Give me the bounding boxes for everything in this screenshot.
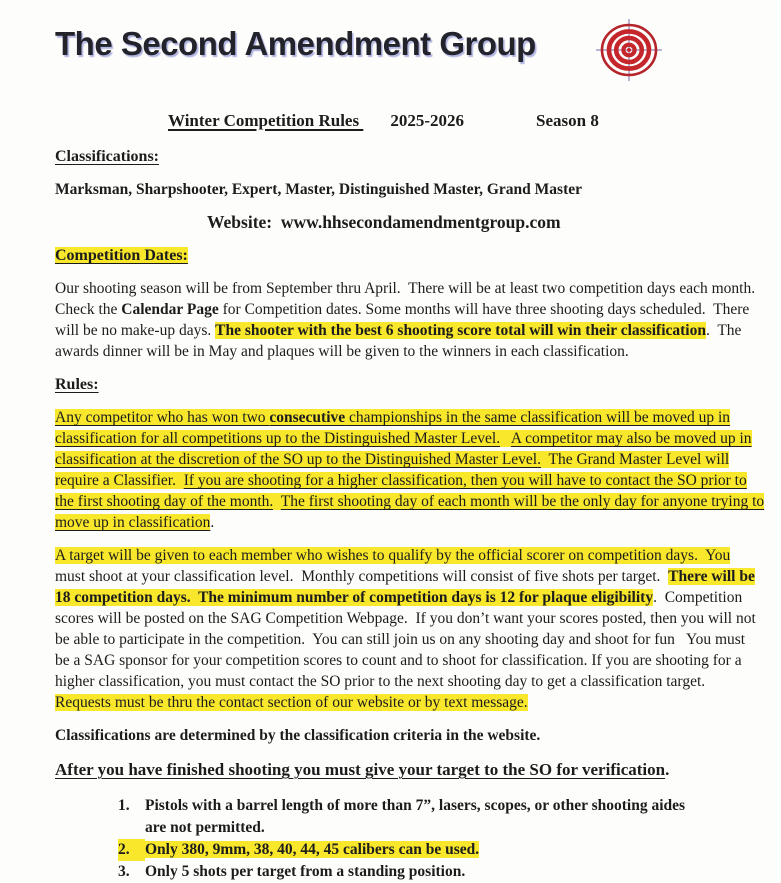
- text-segment: Pistols with a barrel length of more than 7”, lasers, scopes, or other shooting aides: [145, 797, 686, 814]
- text-segment: require a Classifier.: [55, 472, 184, 489]
- classification-criteria-line: [55, 725, 747, 746]
- text-segment: Only 5 shots per target from a standing position.: [145, 863, 466, 880]
- text-segment: classification at the discretion of the SO up to the Distinguished Master Level.: [55, 451, 541, 468]
- promotion-rules-paragraph: [55, 407, 765, 533]
- text-line: [55, 374, 747, 396]
- subheader-competition-rules: Winter Competition Rules: [168, 111, 364, 130]
- classifications-heading: [55, 146, 747, 168]
- verification-heading: [55, 758, 747, 781]
- list-item-text: [145, 861, 465, 883]
- text-line: [55, 470, 747, 491]
- text-line: [55, 245, 747, 267]
- text-line: [55, 566, 755, 587]
- text-line: [55, 629, 747, 650]
- text-line: [55, 758, 747, 781]
- text-line: [55, 671, 747, 692]
- text-segment: The shooter with the best 6 shooting score total will win their classification: [215, 322, 706, 339]
- text-line: [55, 212, 747, 233]
- rules-heading: [55, 374, 747, 396]
- text-segment: be able to participate in the competition. You can still join us on any shooting day and shoot for fun You must: [55, 631, 746, 648]
- list-number: 2.: [118, 839, 145, 861]
- text-segment: Requests must be thru the contact section of our website or by text message.: [55, 694, 528, 711]
- text-line: [55, 725, 747, 746]
- text-line: [145, 795, 685, 817]
- text-segment: A competitor may also be moved up in: [510, 430, 752, 447]
- text-line: [55, 428, 752, 449]
- text-line: [55, 320, 747, 341]
- text-segment: There will be: [668, 568, 755, 585]
- text-segment: Classifications are determined by the classification criteria in the website.: [55, 727, 541, 744]
- text-segment: Competition Dates:: [55, 247, 188, 264]
- text-segment: Any competitor who has won two: [55, 409, 270, 426]
- text-segment: Marksman, Sharpshooter, Expert, Master, Distinguished Master, Grand Master: [55, 181, 582, 198]
- text-segment: be a SAG sponsor for your competition scores to count and to shoot for classification. If you are shooting for a: [55, 652, 742, 669]
- text-line: [55, 650, 747, 671]
- text-segment: classification for all competitions up to the Distinguished Master Level.: [55, 430, 501, 447]
- text-line: [55, 278, 756, 299]
- text-segment: awards dinner will be in May and plaques will be given to the winners in each classification.: [55, 343, 629, 360]
- competition-format-paragraph: [55, 545, 756, 713]
- text-segment: are not permitted.: [145, 819, 265, 836]
- text-segment: championships in the same classification will be moved up in: [345, 409, 730, 426]
- text-segment: consecutive: [269, 409, 346, 426]
- text-segment: If you are shooting for a higher classification, then you will have to contact the SO prior to: [183, 472, 747, 489]
- text-segment: the first shooting day of the month.: [55, 493, 274, 510]
- text-segment: will be no make-up days.: [55, 322, 216, 339]
- text-segment: Check the: [55, 301, 122, 318]
- subheader-years: 2025-2026: [390, 111, 465, 130]
- subheader-season: Season 8: [536, 111, 599, 130]
- text-segment: must shoot at your classification level. Monthly competitions will consist of five shots per target.: [55, 568, 669, 585]
- website-line: [55, 212, 747, 233]
- text-line: [55, 146, 747, 168]
- page-title: The Second Amendment Group: [55, 25, 536, 62]
- text-line: [55, 449, 747, 470]
- text-segment: Calendar Page: [121, 301, 219, 318]
- list-number: 3.: [118, 863, 130, 880]
- text-segment: . Competition: [653, 589, 743, 606]
- equipment-rules-list: [118, 795, 747, 883]
- text-segment: [500, 430, 511, 447]
- text-line: [55, 587, 747, 608]
- text-segment: 18 competition days. The minimum number of competition days is 12 for plaque eligibility: [55, 589, 654, 606]
- text-segment: [273, 493, 280, 510]
- text-segment: Rules:: [55, 376, 99, 393]
- subheader: [55, 111, 747, 131]
- text-line: [55, 608, 756, 629]
- text-line: [145, 839, 479, 861]
- text-segment: .: [210, 514, 215, 531]
- text-line: [55, 179, 747, 200]
- text-segment: The first shooting day of each month will be the only day for anyone trying to: [280, 493, 765, 510]
- text-segment: The Grand Master Level will: [541, 451, 730, 468]
- document-header: [55, 24, 747, 87]
- list-item-shots: [118, 861, 747, 883]
- text-segment: higher classification, you must contact the SO prior to the next shooting day to get a classification target.: [55, 673, 706, 690]
- text-segment: for Competition dates. Some months will have three shooting days scheduled. There: [218, 301, 750, 318]
- text-segment: .: [665, 760, 670, 779]
- text-line: [55, 545, 747, 566]
- bullseye-target-icon: [595, 18, 663, 87]
- text-segment: A target will be given to each member who wishes to qualify by the official scorer on competition days. You: [55, 547, 731, 564]
- list-item-calibers: [118, 839, 747, 861]
- text-segment: . The: [705, 322, 742, 339]
- document-body: [55, 146, 765, 883]
- text-line: [55, 407, 747, 428]
- classification-levels-line: [55, 179, 747, 200]
- text-segment: move up in classification: [55, 514, 211, 531]
- text-segment: Only 380, 9mm, 38, 40, 44, 45 calibers can be used.: [145, 841, 480, 858]
- text-segment: Our shooting season will be from September thru April. There will be at least two competition days each month.: [55, 280, 756, 297]
- text-line: [55, 341, 747, 362]
- text-line: [55, 491, 765, 512]
- text-segment: After you have finished shooting you must give your target to the SO for verification: [55, 760, 666, 779]
- season-overview-paragraph: [55, 278, 756, 362]
- list-item-text: [145, 839, 479, 861]
- text-segment: Website: www.hhsecondamendmentgroup.com: [207, 212, 561, 232]
- text-line: [145, 817, 685, 839]
- text-line: [55, 299, 750, 320]
- text-segment: Classifications:: [55, 148, 159, 165]
- text-line: [145, 861, 465, 883]
- list-number: 1.: [118, 797, 130, 814]
- list-item-text: [145, 795, 685, 839]
- text-segment: scores will be posted on the SAG Competition Webpage. If you don’t want your scores posted, then you will not: [55, 610, 756, 627]
- competition-dates-heading: [55, 245, 747, 267]
- text-line: [55, 512, 747, 533]
- text-line: [55, 692, 747, 713]
- list-item-pistols: [118, 795, 747, 839]
